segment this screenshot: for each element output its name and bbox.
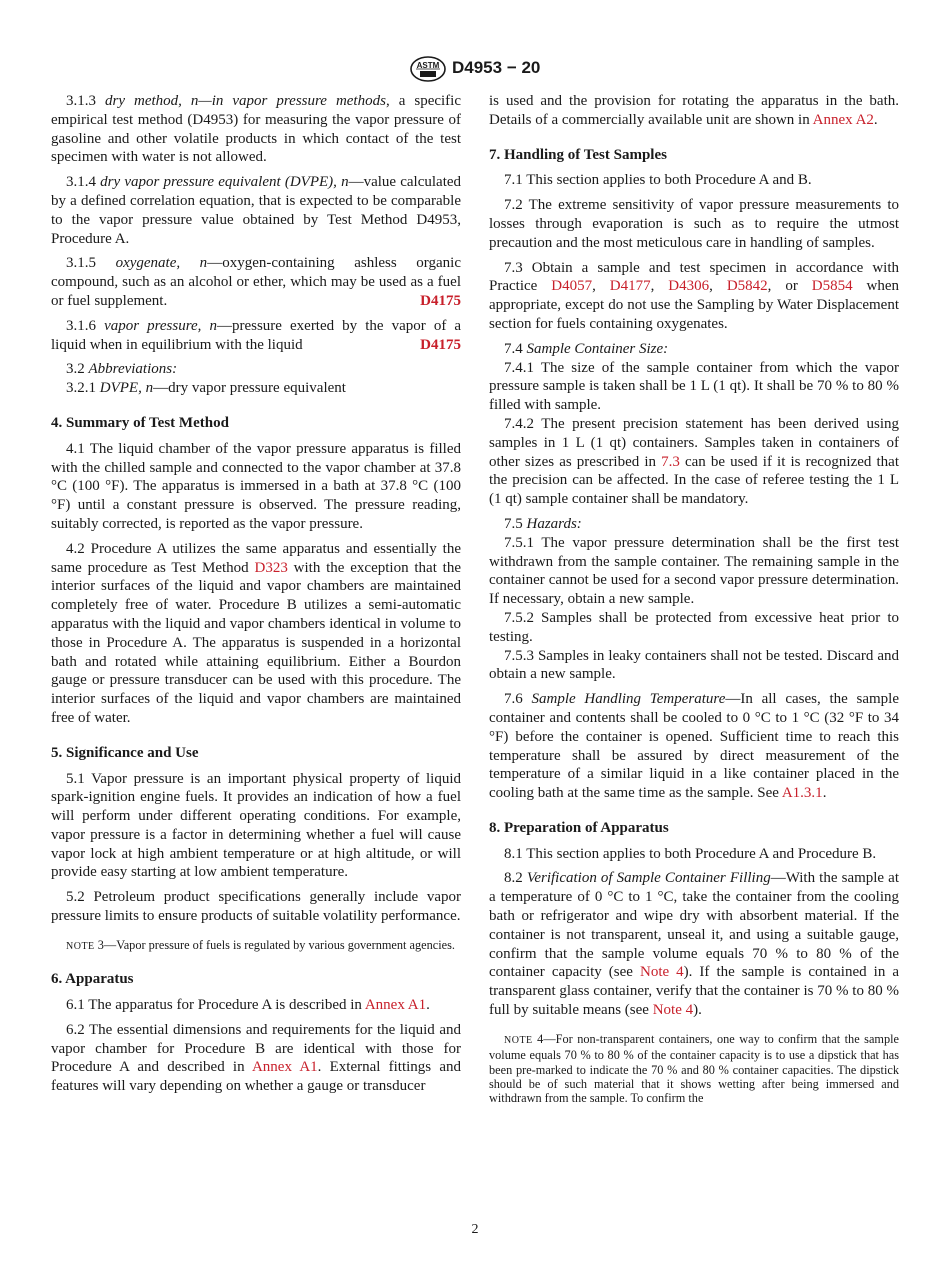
ref-d323[interactable]: D323 (254, 559, 288, 576)
para-7-1: 7.1 This section applies to both Procedure A and B. (504, 172, 812, 189)
para-3-2: 3.2 Abbreviations: (66, 361, 178, 378)
para-3-1-3: 3.1.3 dry method, n—in vapor pressure methods, a specific empirical test method (D4953) for measuring the vapor pressure of gasoline and other volatile products in which contact of the test specimen with water is not allowed. (51, 93, 461, 166)
ref-d4175[interactable]: D4175 (420, 336, 461, 353)
para-7-3: 7.3 Obtain a sample and test specimen in accordance with Practice D4057, D4177, D4306, D5842, or D5854 when appropriate, except do not use the Sampling by Water Displacement section for fuels containing oxygenates. (489, 259, 900, 332)
ref-d4177[interactable]: D4177 (609, 278, 651, 295)
ref-annex-a2[interactable]: Annex A2 (812, 111, 874, 128)
para-3-2-1: 3.2.1 DVPE, n—dry vapor pressure equivalent (66, 380, 346, 397)
para-7-4: 7.4 Sample Container Size: (504, 340, 669, 357)
section-heading-6: 6. Apparatus (51, 971, 134, 988)
left-column (51, 92, 461, 1102)
page-number: 2 (471, 1222, 479, 1237)
para-7-2: 7.2 The extreme sensitivity of vapor pressure measurements to losses through evaporation is such as to require the utmost precaution and the most meticulous care in handling of samples. (489, 197, 899, 251)
ref-d4057[interactable]: D4057 (551, 278, 593, 295)
para-7-5-2: 7.5.2 Samples shall be protected from excessive heat prior to testing. (489, 609, 899, 645)
para-7-5-1: 7.5.1 The vapor pressure determination shall be the first test withdrawn from the sample container. The remaining sample in the container cannot be used for a second vapor pressure determination. If necessary, obtain a new sample. (489, 534, 899, 608)
ref-annex-a1[interactable]: Annex A1 (364, 997, 427, 1014)
ref-a1-3-1[interactable]: A1.3.1 (781, 785, 823, 802)
para-3-1-4: 3.1.4 dry vapor pressure equivalent (DVPE), n—value calculated by a defined correlation equation, that is expected to be comparable to the vapor pressure value obtained by Test Method D4953, Procedure A. (51, 174, 462, 247)
para-7-6: 7.6 Sample Handling Temperature—In all cases, the sample container and contents shall be cooled to 0 °C to 1 °C (32 °F to 34 °F) before the container is opened. Sufficient time to reach this temperature shall be assured by direct measurement of the temperature of a similar liquid in a like container placed in the cooling bath at the same time as the sample. See A1.3.1. (489, 691, 900, 802)
section-heading-7: 7. Handling of Test Samples (489, 146, 667, 163)
ref-d4306[interactable]: D4306 (668, 278, 710, 295)
ref-note-4[interactable]: Note 4 (652, 1002, 694, 1019)
para-7-4-1: 7.4.1 The size of the sample container from which the vapor pressure sample is taken shall be 1 L (1 qt). It shall be 70 % to 80 % filled with sample. (489, 359, 899, 414)
document-title: D4953 − 20 (452, 58, 541, 77)
note-3: NOTE 3—Vapor pressure of fuels is regulated by various government agencies. (66, 937, 455, 952)
ref-d5854[interactable]: D5854 (811, 278, 853, 295)
ref-annex-a1[interactable]: Annex A1 (251, 1059, 318, 1076)
ref-d4175[interactable]: D4175 (420, 292, 461, 309)
para-4-2: 4.2 Procedure A utilizes the same apparatus and essentially the same procedure as Test Method D323 with the exception that the interior surfaces of the liquid and vapor chambers are maintained completely free of water. Procedure B utilizes a semi-automatic apparatus with the liquid and vapor chambers identical in volume to those in Procedure A. The apparatus is suspended in a horizontal bath and rotated while attaining equilibrium. Either a Bourdon gauge or pressure transducer can be used with this procedure. The interior surfaces of the liquid and vapor chambers are maintained free of water. (51, 540, 462, 726)
para-3-1-5: 3.1.5 oxygenate, n—oxygen-containing ashless organic compound, such as an alcohol or ether, which may be used as a fuel or fuel supplement. D4175 (51, 255, 461, 309)
para-8-1: 8.1 This section applies to both Procedure A and Procedure B. (504, 845, 877, 862)
section-heading-4: 4. Summary of Test Method (51, 414, 229, 431)
para-7-5-3: 7.5.3 Samples in leaky containers shall not be tested. Discard and obtain a new sample. (489, 647, 899, 683)
para-3-1-6: 3.1.6 vapor pressure, n—pressure exerted by the vapor of a liquid when in equilibrium with the liquid D4175 (51, 317, 462, 353)
section-heading-8: 8. Preparation of Apparatus (489, 819, 669, 836)
para-6-2: 6.2 The essential dimensions and requirements for the liquid and vapor chamber for Procedure B are identical with those for Procedure A and described in Annex A1. External fittings and features will vary depending on whether a gauge or transducer (51, 1021, 461, 1095)
para-8-2: 8.2 Verification of Sample Container Filling—With the sample at a temperature of 0 °C to 1 °C, take the container from the cooling bath or refrigerator and wipe dry with absorbent material. If the container is not transparent, unseal it, and using a suitable gauge, confirm that the sample volume equals 70 % to 80 % of the container capacity (see Note 4). If the sample is contained in a transparent glass container, verify that the container is 70 % to 80 % full by suitable means (see Note 4). (489, 870, 900, 1019)
section-heading-5: 5. Significance and Use (51, 744, 199, 761)
para-6-1: 6.1 The apparatus for Procedure A is described in Annex A1. (66, 997, 430, 1014)
astm-logo-icon (408, 56, 448, 82)
ref-note-4[interactable]: Note 4 (639, 964, 684, 981)
ref-d5842[interactable]: D5842 (726, 278, 768, 295)
ref-7-3[interactable]: 7.3 (661, 453, 680, 470)
para-7-4-2: 7.4.2 The present precision statement has been derived using samples in 1 L (1 qt) containers. Samples taken in containers of other sizes as prescribed in 7.3 can be used if it is recognized that the precision can be affected. In the case of referee testing the 1 L (1 qt) sample container shall be mandatory. (489, 415, 899, 508)
para-6-2-continued: is used and the provision for rotating the apparatus in the bath. Details of a commercially available unit are shown in Annex A2. (489, 93, 899, 128)
right-column (489, 92, 899, 1118)
page-header (0, 56, 950, 82)
para-5-2: 5.2 Petroleum product specifications generally include vapor pressure limits to ensure products of suitable volatility performance. (51, 889, 461, 925)
para-4-1: 4.1 The liquid chamber of the vapor pressure apparatus is filled with the chilled sample and connected to the vapor chamber at 37.8 °C (100 °F). The apparatus is immersed in a bath at 37.8 °C (100 °F) until a constant pressure is observed. The pressure reading, suitably corrected, is reported as the vapor pressure. (51, 440, 461, 532)
para-5-1: 5.1 Vapor pressure is an important physical property of liquid spark-ignition engine fuels. It provides an indication of how a fuel will perform under different operating conditions. For example, vapor pressure is a factor in determining whether a fuel will cause vapor lock at high ambient temperature or at high altitude, or will provide easy starting at low ambient temperature. (51, 770, 461, 881)
note-4: NOTE 4—For non-transparent containers, one way to confirm that the sample volume equals 70 % to 80 % of the container capacity is to use a dipstick that has been pre-marked to indicate the 70 % and 80 % container capacities. The dipstick should be of such material that it shows wetting after being immersed and withdrawn from the sample. To confirm the (489, 1031, 899, 1106)
para-7-5: 7.5 Hazards: (504, 515, 582, 532)
logo-text: ASTM (416, 61, 440, 70)
